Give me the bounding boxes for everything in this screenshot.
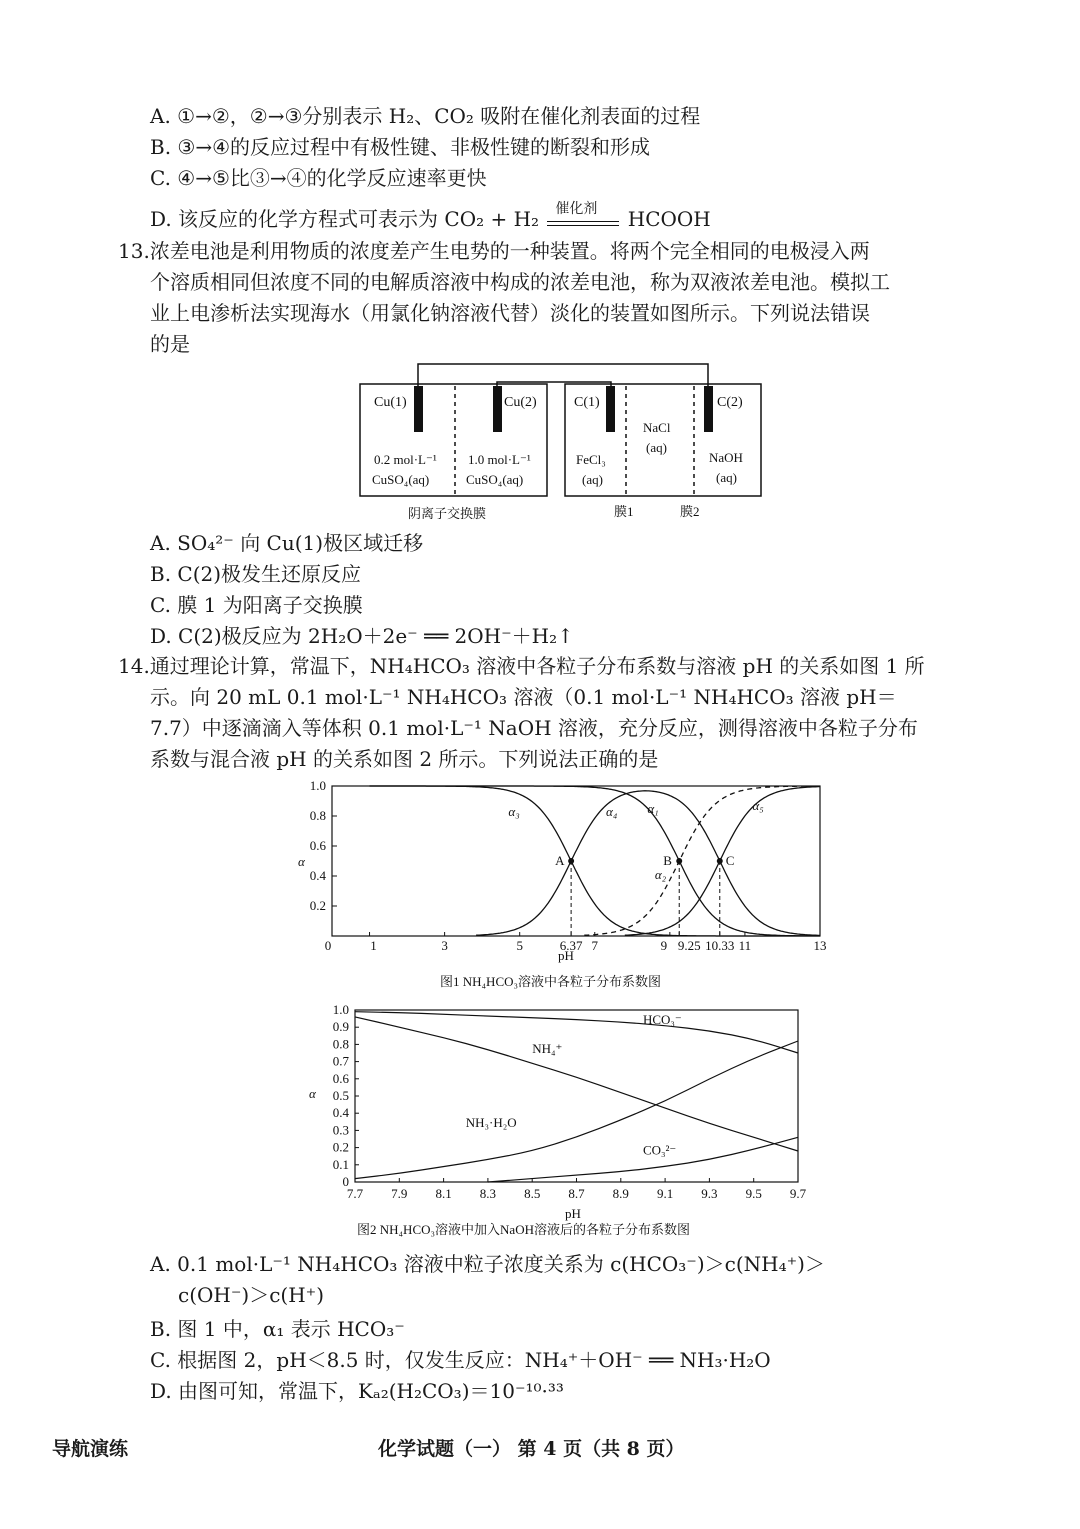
q14-option-b: B. 图 1 中，α₁ 表示 HCO₃⁻ [150, 1317, 405, 1341]
fig1-series-label: α₅ [752, 798, 764, 813]
fig2-xtick-label: 7.9 [391, 1186, 408, 1201]
c1-electrode [606, 386, 615, 432]
fig2-ytick-label: 0 [342, 1174, 349, 1189]
fig1-point-label: B [663, 853, 672, 868]
naoh-aq: (aq) [716, 470, 737, 485]
q14-stem-line4: 系数与混合液 pH 的关系如图 2 所示。下列说法正确的是 [150, 747, 659, 771]
q13-option-a: A. SO₄²⁻ 向 Cu(1)极区域迁移 [150, 531, 424, 555]
fig2-xtick-label: 9.3 [701, 1186, 718, 1201]
q14-option-c: C. 根据图 2，pH＜8.5 时，仅发生反应：NH₄⁺＋OH⁻ ══ NH₃·H₂O [150, 1348, 771, 1372]
fig1-xtick-label: 9.25 [677, 938, 701, 953]
q12-option-d [150, 200, 711, 233]
q12-option-a: A. ①→②，②→③分别表示 H₂、CO₂ 吸附在催化剂表面的过程 [150, 104, 701, 128]
q12-option-c: C. ④→⑤比③→④的化学反应速率更快 [150, 166, 487, 190]
fig1-xtick-label: 13 [813, 938, 827, 953]
q14-option-a-line1: A. 0.1 mol·L⁻¹ NH₄HCO₃ 溶液中粒子浓度关系为 c(HCO₃⁻)＞c(NH₄⁺)＞ [150, 1252, 825, 1276]
q13-option-b: B. C(2)极发生还原反应 [150, 562, 362, 586]
left-solution-name: CuSO₄(aq) [372, 472, 430, 487]
anion-membrane-label: 阴离子交换膜 [408, 506, 487, 521]
q14-stem-line1: 14.通过理论计算，常温下，NH₄HCO₃ 溶液中各粒子分布系数与溶液 pH 的关系如图 1 所 [118, 654, 925, 678]
nacl-aq: (aq) [646, 440, 667, 455]
fig1-ytick-label: 0.8 [309, 808, 326, 823]
catalyst-label: 催化剂 [555, 200, 598, 217]
fig2-ytick-label: 0.1 [332, 1156, 349, 1172]
fig1-xtick-label: 11 [738, 938, 752, 953]
fig2-xtick-label: 9.5 [745, 1186, 762, 1201]
q13-option-c: C. 膜 1 为阳离子交换膜 [150, 593, 363, 617]
fig1-xtick-label: 1 [370, 938, 377, 953]
q14-stem-line3: 7.7）中逐滴滴入等体积 0.1 mol·L⁻¹ NaOH 溶液，充分反应，测得溶液中各粒子分布 [150, 716, 918, 740]
fecl3-label: FeCl₃ [576, 452, 606, 467]
catalyst-arrow [545, 200, 621, 233]
fig1-series-label: α₂ [654, 867, 667, 882]
fig2-series-label: NH₄⁺ [532, 1041, 563, 1056]
fig2-ytick-label: 1.0 [332, 1002, 349, 1017]
figure2-distribution-chart [305, 1002, 825, 1244]
fig1-xtick-label: 0 [324, 938, 332, 953]
fig2-xtick-label: 8.1 [435, 1186, 452, 1201]
q12-option-d-product: HCOOH [627, 207, 711, 231]
fig2-title: 图2 NH₄HCO₃溶液中加入NaOH溶液后的各粒子分布系数图 [357, 1222, 690, 1237]
c2-electrode [704, 386, 713, 432]
q14-option-a-line2: c(OH⁻)＞c(H⁺) [178, 1283, 325, 1307]
q13-option-d: D. C(2)极反应为 2H₂O＋2e⁻ ══ 2OH⁻＋H₂↑ [150, 624, 574, 648]
fig2-ytick-label: 0.9 [332, 1019, 349, 1035]
fig2-xtick-label: 8.3 [479, 1186, 497, 1201]
fig1-xtick-label: 3 [441, 938, 448, 953]
left-solution-conc: 0.2 mol·L⁻¹ [374, 452, 437, 467]
fig1-xtick-label: 6.37 [559, 938, 583, 953]
fig2-series-3 [355, 1041, 798, 1179]
fig2-xlabel: pH [565, 1206, 581, 1221]
q13-stem-line1: 13.浓差电池是利用物质的浓度差产生电势的一种装置。将两个完全相同的电极浸入两 [118, 239, 870, 263]
q13-stem-line3: 业上电渗析法实现海水（用氯化钠溶液代替）淡化的装置如图所示。下列说法错误 [150, 301, 870, 325]
fig2-xtick-label: 8.5 [524, 1186, 541, 1201]
membrane2-label: 膜2 [680, 504, 700, 519]
q12-option-d-text: D. 该反应的化学方程式可表示为 CO₂ + H₂ [150, 207, 540, 231]
fig1-point-marker [568, 858, 574, 864]
q13-stem-line2: 个溶质相同但浓度不同的电解质溶液中构成的浓差电池，称为双液浓差电池。模拟工 [150, 270, 890, 294]
q14-stem-line2: 示。向 20 mL 0.1 mol·L⁻¹ NH₄HCO₃ 溶液（0.1 mol·L⁻¹ NH₄HCO₃ 溶液 pH＝ [150, 685, 897, 709]
right-solution-name: CuSO₄(aq) [466, 472, 524, 487]
fig1-series-label: α₁ [647, 801, 659, 816]
external-wire-outer [418, 364, 708, 406]
naoh-label: NaOH [709, 450, 743, 465]
fig2-xtick-label: 8.7 [568, 1186, 585, 1201]
fig2-ytick-label: 0.4 [332, 1105, 349, 1121]
fig1-xtick-label: 5 [516, 938, 523, 953]
fig2-xtick-label: 7.7 [346, 1186, 364, 1201]
fig1-series-label: α₄ [606, 804, 618, 819]
fig1-xtick-label: 9 [660, 938, 668, 953]
membrane1-label: 膜1 [614, 504, 634, 519]
fig2-ytick-label: 0.3 [332, 1122, 349, 1138]
fig1-series-label: α₃ [508, 804, 520, 819]
fig2-ytick-label: 0.6 [332, 1070, 349, 1086]
fig2-xtick-label: 9.1 [656, 1186, 674, 1201]
cu2-electrode [493, 386, 502, 432]
fig1-plot-frame [332, 786, 820, 936]
fig1-ytick-label: 0.2 [309, 898, 326, 913]
q14-option-d: D. 由图可知，常温下，Kₐ₂(H₂CO₃)＝10⁻¹⁰·³³ [150, 1379, 564, 1403]
fig1-ytick-label: 0.4 [309, 868, 326, 883]
fig1-xtick-label: 10.33 [705, 938, 735, 953]
fig2-plot-frame [355, 1010, 798, 1182]
fig1-point-marker [676, 858, 682, 864]
fig2-xtick-label: 9.7 [789, 1186, 807, 1201]
nacl-label: NaCl [643, 420, 671, 435]
fig1-xtick-label: 7 [591, 938, 599, 953]
concentration-cell-figure [350, 358, 780, 526]
fig2-ytick-label: 0.2 [332, 1139, 349, 1155]
fig2-ytick-label: 0.5 [332, 1088, 349, 1103]
q13-stem-line4: 的是 [150, 332, 190, 356]
footer-page-info: 化学试题（一） 第 4 页（共 8 页） [378, 1438, 685, 1460]
q12-option-b: B. ③→④的反应过程中有极性键、非极性键的断裂和形成 [150, 135, 651, 159]
cu1-label: Cu(1) [374, 395, 407, 410]
cu2-label: Cu(2) [504, 395, 537, 410]
fig1-point-label: A [555, 853, 565, 868]
fig1-point-label: C [725, 853, 735, 868]
c1-label: C(1) [574, 395, 600, 410]
fig1-point-marker [717, 858, 723, 864]
figure1-distribution-chart [290, 776, 850, 1000]
fig2-series-2 [355, 1017, 798, 1151]
fig2-series-label: CO₃²⁻ [642, 1142, 677, 1158]
fig1-title: 图1 NH₄HCO₃溶液中各粒子分布系数图 [440, 974, 662, 989]
fig2-ylabel: α [309, 1086, 316, 1101]
fig2-ytick-label: 0.7 [332, 1053, 349, 1069]
fig1-ytick-label: 0.6 [309, 838, 326, 853]
fig1-series-4 [584, 786, 820, 935]
footer-left: 导航演练 [52, 1438, 129, 1460]
fig2-series-label: HCO₃⁻ [642, 1011, 682, 1027]
fecl3-aq: (aq) [582, 472, 603, 487]
fig1-xlabel: pH [558, 948, 574, 963]
fig2-series-label: NH₃·H₂O [465, 1114, 517, 1130]
cu1-electrode [414, 386, 423, 432]
right-solution-conc: 1.0 mol·L⁻¹ [468, 452, 531, 467]
fig1-ylabel: α [298, 854, 305, 869]
c2-label: C(2) [717, 395, 743, 410]
fig2-ytick-label: 0.8 [332, 1036, 349, 1052]
fig1-ytick-label: 1.0 [309, 778, 326, 793]
fig2-xtick-label: 8.9 [612, 1186, 629, 1201]
